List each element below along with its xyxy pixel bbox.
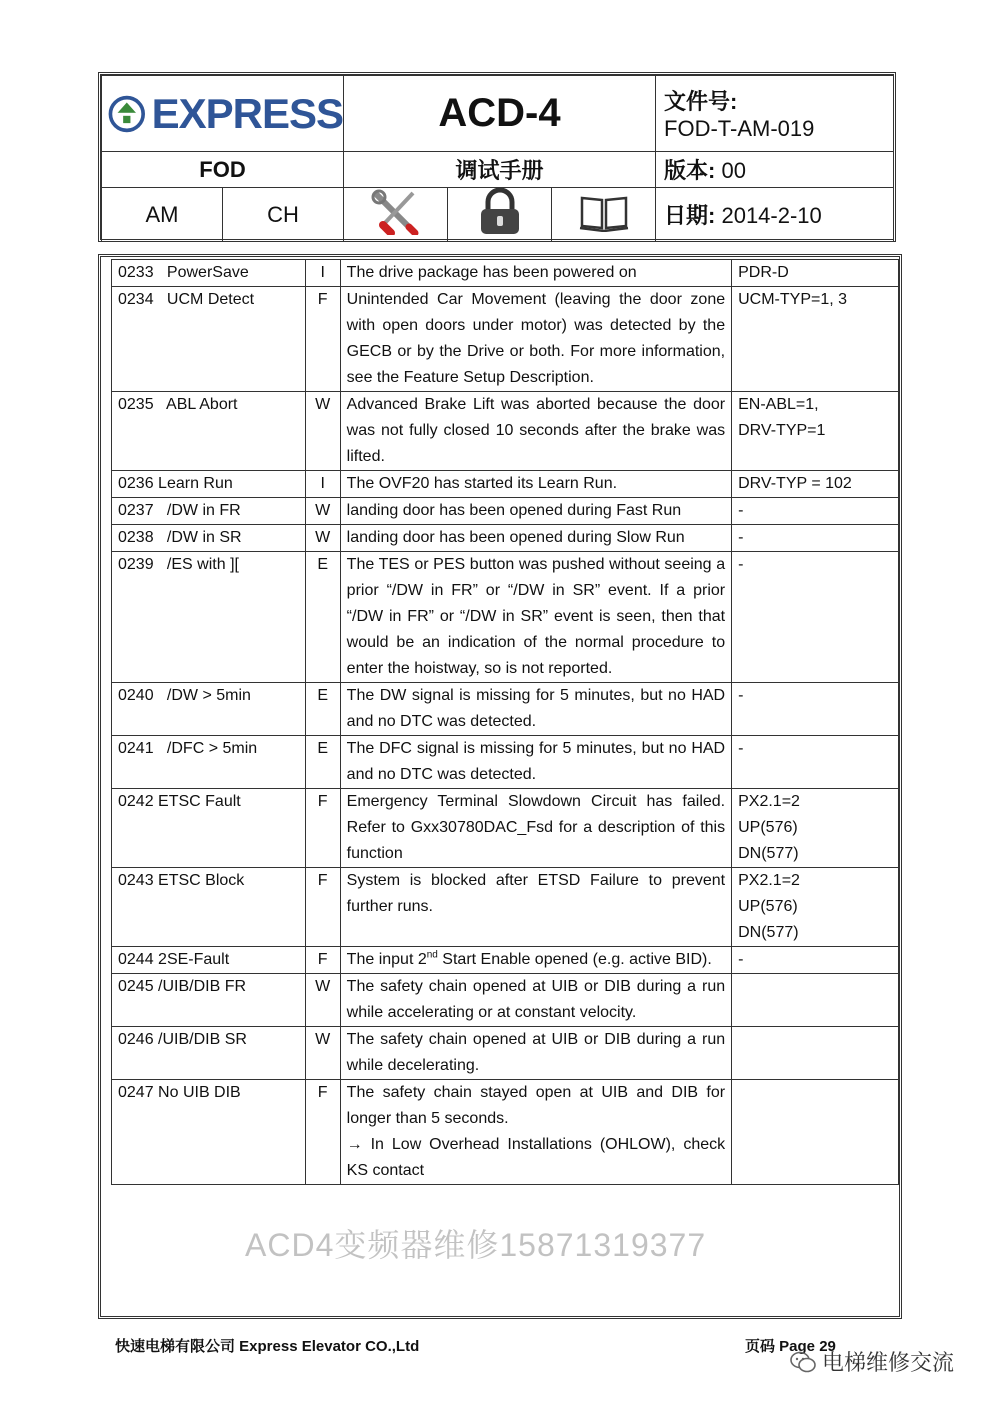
event-code: 0239 /ES with ][ [112, 552, 306, 683]
event-parameter: - [732, 525, 899, 552]
footer-company: 快速电梯有限公司 Express Elevator CO.,Ltd [115, 1338, 420, 1355]
table-row [112, 287, 899, 392]
am-label: AM [102, 188, 223, 242]
event-code: 0233 PowerSave [112, 260, 306, 287]
tools-icon-cell [344, 188, 448, 242]
wechat-badge [790, 1346, 954, 1377]
event-parameter: UCM-TYP=1, 3 [732, 287, 899, 392]
table-row [112, 683, 899, 736]
doc-number-cell [656, 76, 894, 152]
event-type: I [305, 471, 340, 498]
table-row [112, 552, 899, 683]
event-description: The OVF20 has started its Learn Run. [340, 471, 731, 498]
event-type: F [305, 947, 340, 974]
event-parameter: - [732, 736, 899, 789]
table-row [112, 260, 899, 287]
event-parameter: - [732, 683, 899, 736]
event-table-frame [98, 254, 902, 1319]
event-parameter [732, 1027, 899, 1080]
description-text: Start Enable opened (e.g. active BID). [437, 951, 712, 968]
lock-icon-cell [448, 188, 552, 242]
event-description: The TES or PES button was pushed without seeing a prior “/DW in FR” or “/DW in SR” event. If a prior “/DW in FR” or “/DW in SR” event is seen, then that would be an indication of the normal procedure to enter the hoistway, so is not reported. [340, 552, 731, 683]
event-parameter: PDR-D [732, 260, 899, 287]
document-header [98, 72, 896, 242]
event-type: W [305, 525, 340, 552]
table-row [112, 525, 899, 552]
wechat-name: 电梯维修交流 [822, 1350, 955, 1375]
tools-icon [369, 189, 423, 235]
book-icon-cell [552, 188, 656, 242]
event-type: W [305, 498, 340, 525]
event-description: The safety chain stayed open at UIB and DIB for longer than 5 seconds. → In Low Overhead Installations (OHLOW), check KS contact [340, 1080, 731, 1185]
version-label: 版本: [664, 158, 716, 183]
date-value: 2014-2-10 [721, 203, 822, 228]
event-description [340, 947, 731, 974]
table-row [112, 947, 899, 974]
event-description: System is blocked after ETSD Failure to prevent further runs. [340, 868, 731, 947]
event-code: 0235 ABL Abort [112, 392, 306, 471]
event-description: Emergency Terminal Slowdown Circuit has failed. Refer to Gxx30780DAC_Fsd for a description of this function [340, 789, 731, 868]
event-parameter: - [732, 552, 899, 683]
table-row [112, 736, 899, 789]
manual-label: 调试手册 [344, 152, 656, 188]
event-parameter: - [732, 498, 899, 525]
watermark: ACD4变频器维修15871319377 [245, 1227, 707, 1263]
wechat-icon [790, 1351, 816, 1373]
table-row [112, 868, 899, 947]
date-label: 日期: [664, 203, 716, 228]
event-type: F [305, 1080, 340, 1185]
event-description: Advanced Brake Lift was aborted because the door was not fully closed 10 seconds after the brake was lifted. [340, 392, 731, 471]
table-row [112, 789, 899, 868]
event-type: E [305, 552, 340, 683]
event-description: landing door has been opened during Fast Run [340, 498, 731, 525]
doc-number-label: 文件号: [664, 89, 738, 114]
event-code: 0236 Learn Run [112, 471, 306, 498]
table-row [112, 1080, 899, 1185]
description-text: The input 2 [346, 951, 427, 968]
event-code: 0246 /UIB/DIB SR [112, 1027, 306, 1080]
event-parameter: PX2.1=2 UP(576) DN(577) [732, 789, 899, 868]
event-description: The DFC signal is missing for 5 minutes, but no HAD and no DTC was detected. [340, 736, 731, 789]
event-type: E [305, 683, 340, 736]
event-code: 0243 ETSC Block [112, 868, 306, 947]
ordinal-suffix: nd [426, 949, 438, 961]
doc-title: ACD-4 [344, 76, 656, 152]
event-parameter: - [732, 947, 899, 974]
event-parameter: DRV-TYP = 102 [732, 471, 899, 498]
event-parameter [732, 974, 899, 1027]
event-type: F [305, 287, 340, 392]
express-logo-icon [108, 83, 146, 145]
doc-number: FOD-T-AM-019 [664, 116, 815, 141]
table-row [112, 974, 899, 1027]
version-value: 00 [721, 158, 746, 183]
event-code: 0247 No UIB DIB [112, 1080, 306, 1185]
event-code: 0234 UCM Detect [112, 287, 306, 392]
event-description: landing door has been opened during Slow Run [340, 525, 731, 552]
event-code: 0238 /DW in SR [112, 525, 306, 552]
footer-page-number: 29 [819, 1338, 836, 1355]
event-type: W [305, 974, 340, 1027]
version-cell [656, 152, 894, 188]
table-row [112, 498, 899, 525]
event-parameter: PX2.1=2 UP(576) DN(577) [732, 868, 899, 947]
book-icon [578, 192, 630, 232]
lock-icon [475, 188, 525, 236]
event-code: 0244 2SE-Fault [112, 947, 306, 974]
table-row [112, 392, 899, 471]
table-row [112, 1027, 899, 1080]
event-type: F [305, 789, 340, 868]
event-description: The DW signal is missing for 5 minutes, but no HAD and no DTC was detected. [340, 683, 731, 736]
event-type: I [305, 260, 340, 287]
event-code: 0245 /UIB/DIB FR [112, 974, 306, 1027]
ch-label: CH [223, 188, 344, 242]
event-type: W [305, 1027, 340, 1080]
event-code: 0242 ETSC Fault [112, 789, 306, 868]
fod-label: FOD [102, 152, 344, 188]
event-parameter [732, 1080, 899, 1185]
event-description: The safety chain opened at UIB or DIB during a run while accelerating or at constant velocity. [340, 974, 731, 1027]
event-code: 0241 /DFC > 5min [112, 736, 306, 789]
event-parameter: EN-ABL=1, DRV-TYP=1 [732, 392, 899, 471]
table-row [112, 471, 899, 498]
event-code: 0240 /DW > 5min [112, 683, 306, 736]
event-description: The drive package has been powered on [340, 260, 731, 287]
event-description: The safety chain opened at UIB or DIB during a run while decelerating. [340, 1027, 731, 1080]
event-table [111, 259, 899, 1185]
event-type: F [305, 868, 340, 947]
event-type: E [305, 736, 340, 789]
logo-text: EXPRESS [151, 89, 344, 137]
footer-page-label: 页码 Page [745, 1338, 816, 1355]
event-type: W [305, 392, 340, 471]
event-description: Unintended Car Movement (leaving the door zone with open doors under motor) was detected by the GECB or by the Drive or both. For more information, see the Feature Setup Description. [340, 287, 731, 392]
event-code: 0237 /DW in FR [112, 498, 306, 525]
logo-cell [102, 76, 344, 152]
date-cell [656, 188, 894, 242]
